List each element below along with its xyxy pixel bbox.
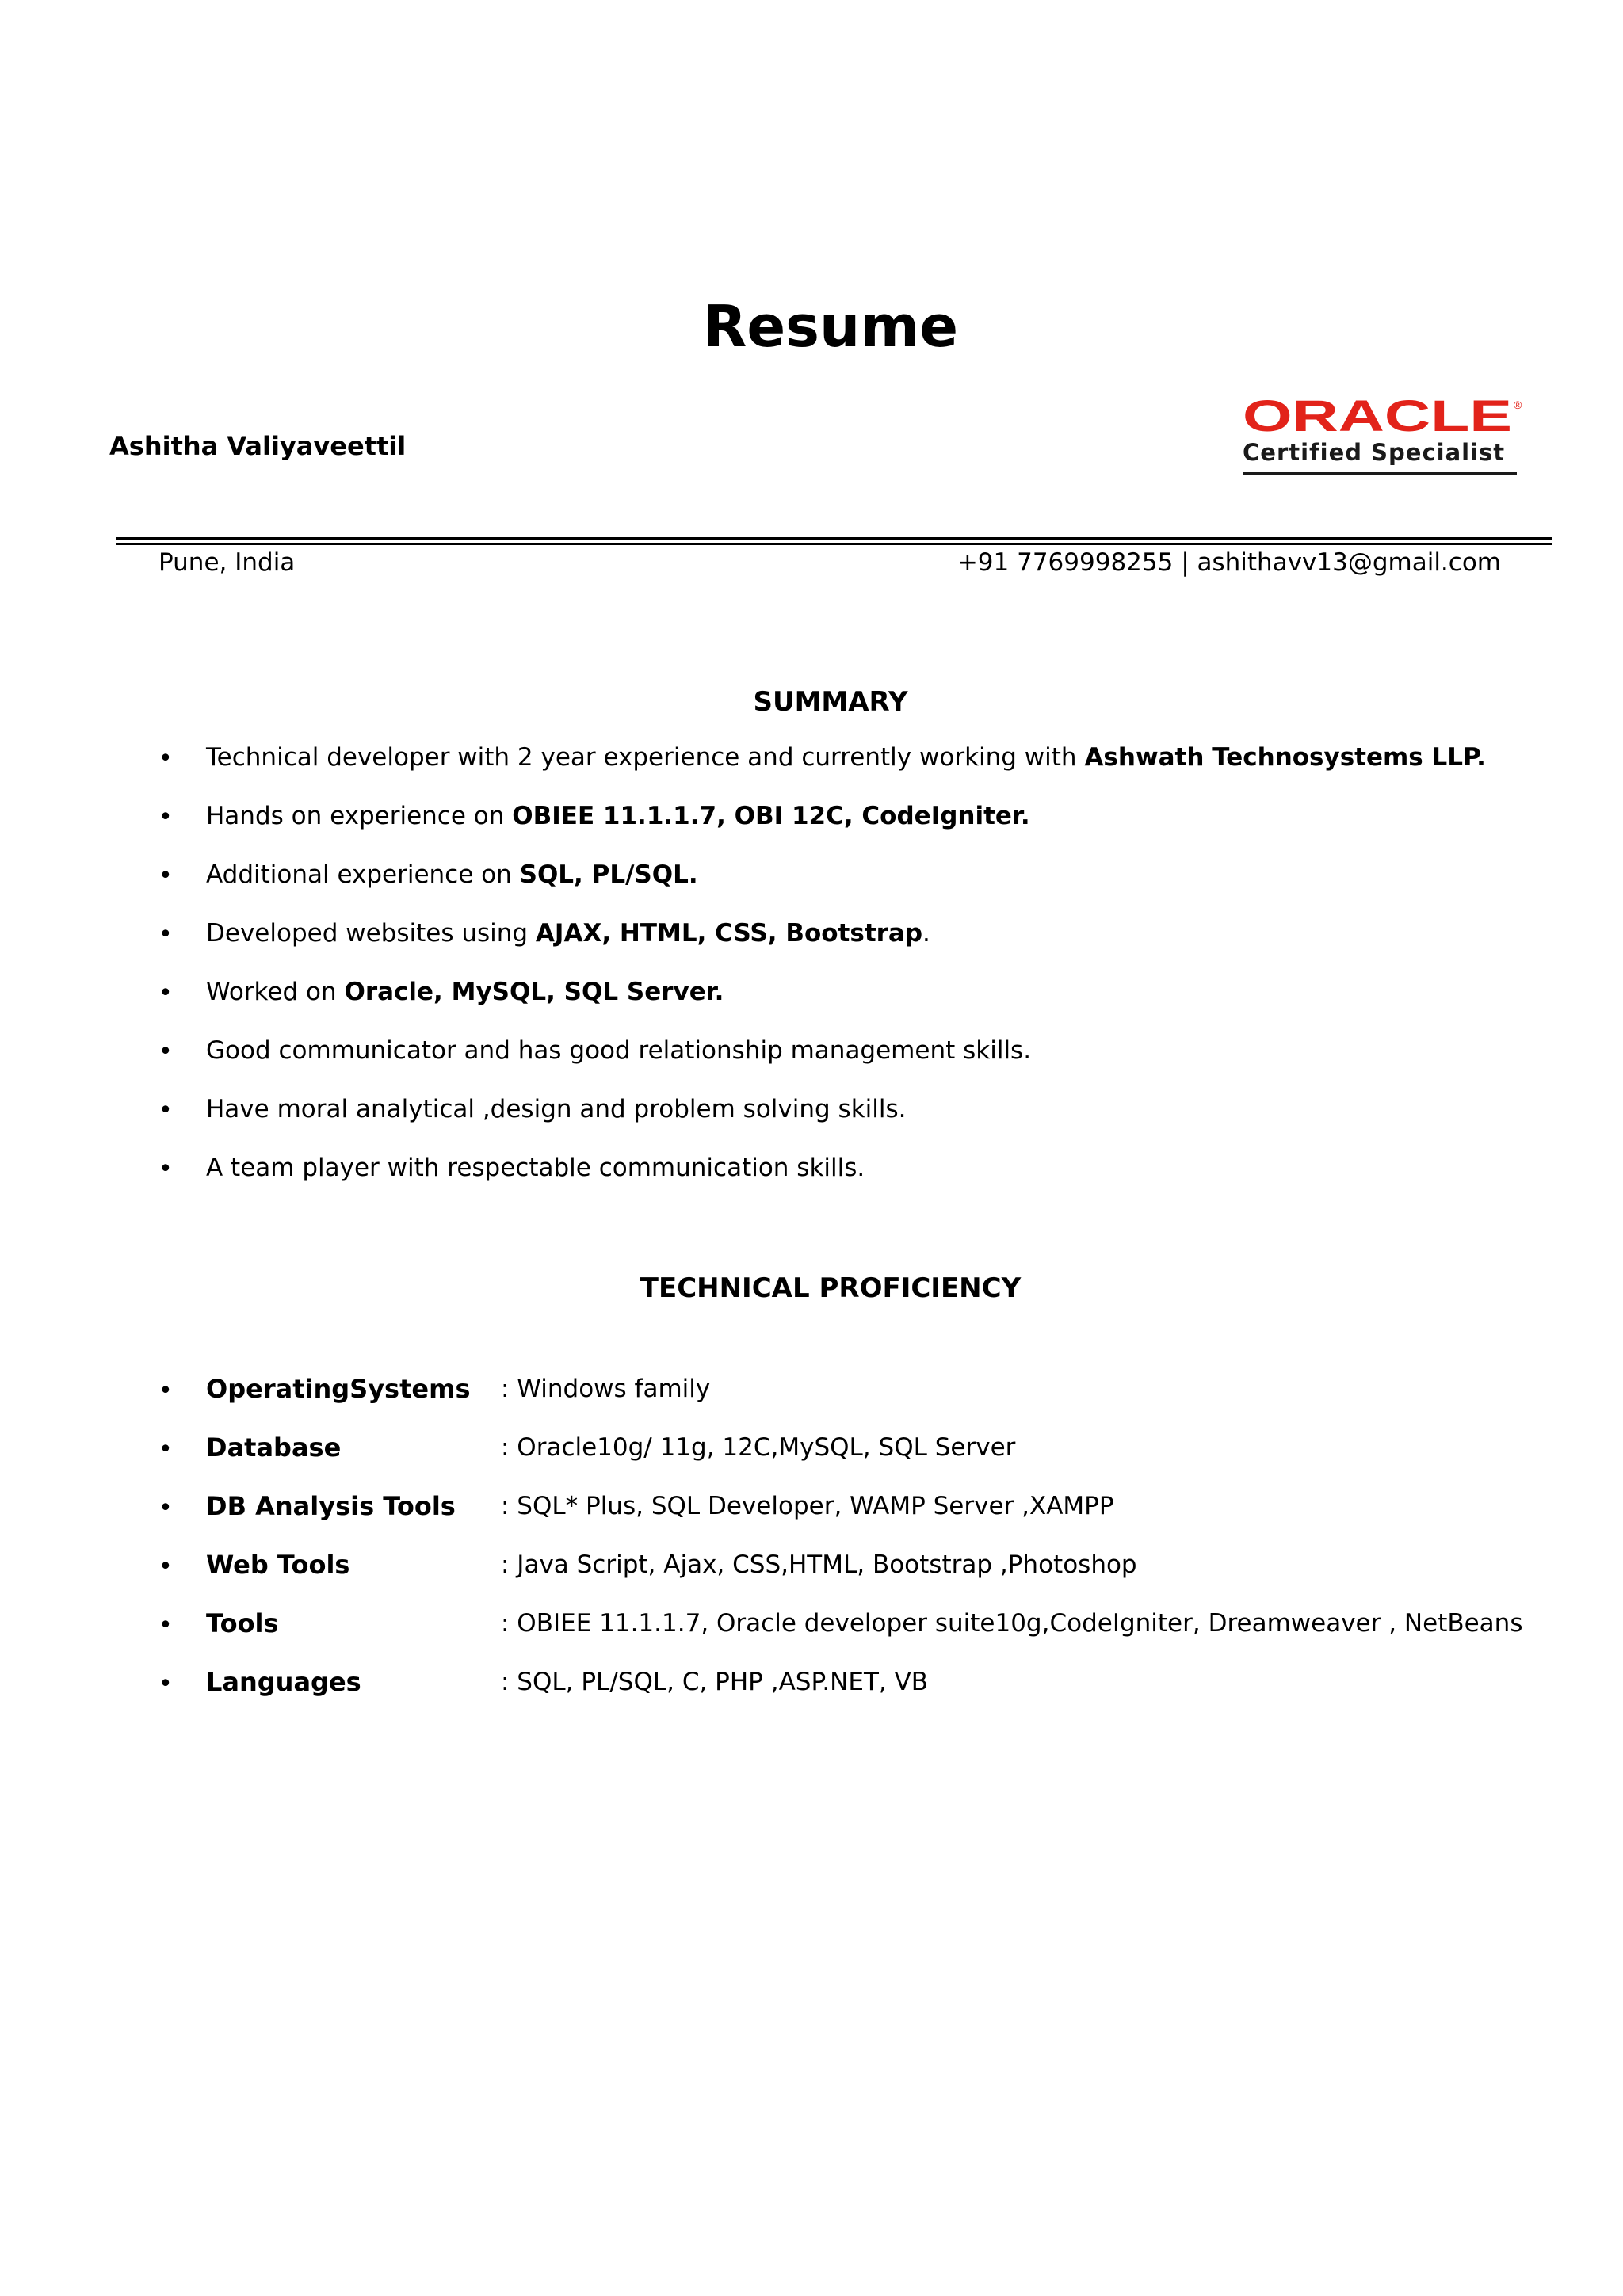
contact-info: +91 7769998255 | ashithavv13@gmail.com — [957, 548, 1501, 577]
tech-value: : SQL* Plus, SQL Developer, WAMP Server ,XAMPP — [501, 1492, 1114, 1520]
summary-item: Additional experience on SQL, PL/SQL. — [206, 860, 698, 889]
oracle-wordmark-text: ORACLE — [1243, 396, 1512, 434]
oracle-certified-logo — [1243, 396, 1528, 475]
summary-item: Have moral analytical ,design and problem solving skills. — [206, 1095, 907, 1123]
tech-label: Languages — [206, 1667, 361, 1697]
tech-label: Web Tools — [206, 1550, 350, 1580]
summary-heading: SUMMARY — [753, 686, 908, 718]
logo-underline — [1243, 472, 1517, 475]
tech-value: : OBIEE 11.1.1.7, Oracle developer suite10g,CodeIgniter, Dreamweaver , NetBeans — [501, 1609, 1523, 1638]
summary-item: Worked on Oracle, MySQL, SQL Server. — [206, 978, 724, 1006]
header-divider-top — [116, 537, 1552, 540]
summary-bullet: • — [158, 862, 173, 890]
tech-label: DB Analysis Tools — [206, 1491, 456, 1521]
document-title: Resume — [702, 293, 959, 360]
location: Pune, India — [158, 548, 296, 577]
summary-bullet: • — [158, 979, 173, 1007]
summary-item: A team player with respectable communication skills. — [206, 1154, 865, 1182]
summary-item: Developed websites using AJAX, HTML, CSS, Bootstrap. — [206, 919, 930, 948]
tech-label: OperatingSystems — [206, 1374, 471, 1404]
summary-bullet: • — [158, 745, 173, 772]
summary-item: Good communicator and has good relationship management skills. — [206, 1036, 1032, 1065]
tech-value: : Java Script, Ajax, CSS,HTML, Bootstrap ,Photoshop — [501, 1550, 1137, 1579]
tech-bullet: • — [158, 1494, 173, 1522]
oracle-wordmark-icon — [1243, 396, 1528, 434]
summary-bullet: • — [158, 1097, 173, 1124]
summary-bullet: • — [158, 1155, 173, 1183]
svg-text:®: ® — [1514, 399, 1522, 411]
tech-label: Tools — [206, 1608, 279, 1638]
tech-bullet: • — [158, 1611, 173, 1639]
tech-bullet: • — [158, 1670, 173, 1698]
tech-value: : Oracle10g/ 11g, 12C,MySQL, SQL Server — [501, 1433, 1016, 1462]
tech-bullet: • — [158, 1436, 173, 1463]
tech-bullet: • — [158, 1553, 173, 1581]
summary-item: Hands on experience on OBIEE 11.1.1.7, OBI 12C, CodeIgniter. — [206, 802, 1030, 830]
tech-value: : SQL, PL/SQL, C, PHP ,ASP.NET, VB — [501, 1668, 929, 1696]
header-divider-bottom — [116, 543, 1552, 545]
tech-label: Database — [206, 1432, 342, 1463]
tech-value: : Windows family — [501, 1375, 711, 1403]
summary-bullet: • — [158, 803, 173, 831]
summary-bullet: • — [158, 1038, 173, 1066]
summary-bullet: • — [158, 921, 173, 948]
certified-specialist-label: Certified Specialist — [1243, 439, 1506, 466]
technical-proficiency-heading: TECHNICAL PROFICIENCY — [640, 1272, 1022, 1304]
summary-item: Technical developer with 2 year experience and currently working with Ashwath Technosystems LLP. — [206, 743, 1486, 772]
tech-bullet: • — [158, 1377, 173, 1405]
candidate-name: Ashitha Valiyaveettil — [109, 431, 407, 461]
